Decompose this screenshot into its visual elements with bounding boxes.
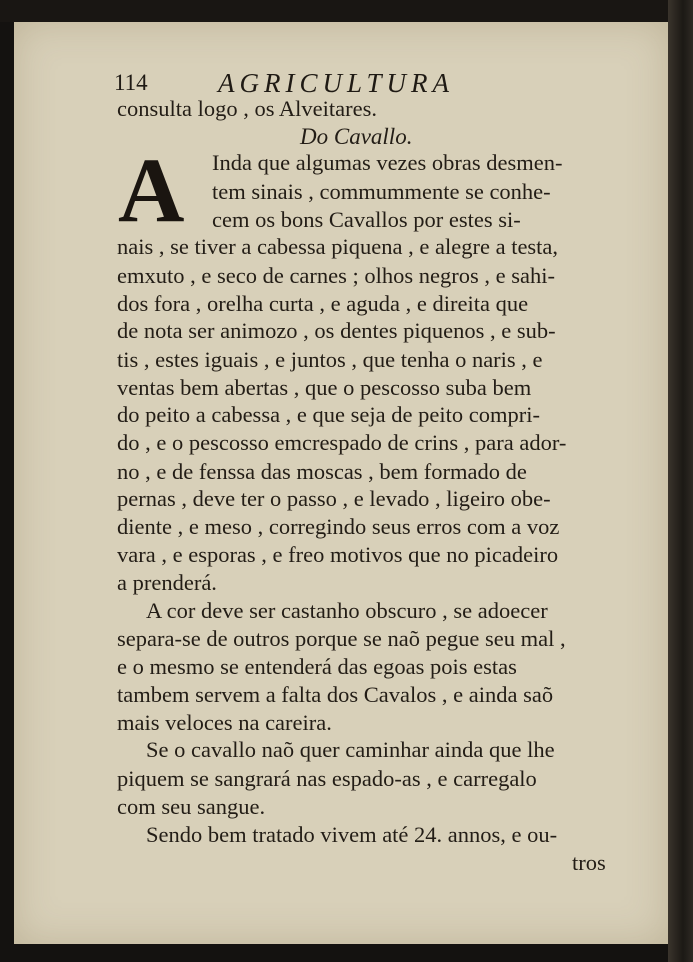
text-line: diente , e meso , corregindo seus erros com a voz [117,514,560,539]
text-line: vara , e esporas , e freo motivos que no picadeiro [117,542,559,567]
running-title: AGRICULTURA [218,68,454,98]
text-line: mais veloces na careira. [117,710,332,735]
text-line: A cor deve ser castanho obscuro , se adoecer [146,598,548,623]
book-spine-edge [668,0,693,962]
text-line: com seu sangue. [117,794,266,819]
text-line: piquem se sangrará nas espado-as , e carregalo [117,766,537,791]
section-title: Do Cavallo. [300,124,413,149]
text-line: nais , se tiver a cabessa piquena , e alegre a testa, [117,234,559,259]
text-line: Sendo bem tratado vivem até 24. annos, e ou- [146,822,558,847]
text-line: dos fora , orelha curta , e aguda , e direita que [117,291,529,316]
text-line: do , e o pescosso emcrespado de crins , para ador- [117,430,567,455]
text-line: e o mesmo se entenderá das egoas pois estas [117,654,517,679]
text-line: separa-se de outros porque se naõ pegue seu mal , [117,626,566,651]
text-line: de nota ser animozo , os dentes piquenos , e sub- [117,318,556,343]
text-line: do peito a cabessa , e que seja de peito compri- [117,402,540,427]
drop-cap: A [118,139,185,241]
text-line: a prenderá. [117,570,217,595]
page-number: 114 [114,70,148,95]
scan-top-edge [0,0,693,22]
text-line: consulta logo , os Alveitares. [117,96,377,121]
text-line: tis , estes iguais , e juntos , que tenha o naris , e [117,347,543,372]
text-line: Se o cavallo naõ quer caminhar ainda que lhe [146,737,555,762]
text-line: ventas bem abertas , que o pescosso suba bem [117,375,532,400]
text-line: pernas , deve ter o passo , e levado , ligeiro obe- [117,486,551,511]
text-line: Inda que algumas vezes obras desmen- [212,150,563,175]
catchword: tros [572,850,606,875]
text-line: cem os bons Cavallos por estes si- [212,207,521,232]
text-line: tambem servem a falta dos Cavalos , e ainda saõ [117,682,554,707]
text-line: no , e de fenssa das moscas , bem formado de [117,459,527,484]
text-line: emxuto , e seco de carnes ; olhos negros , e sahi- [117,263,555,288]
text-line: tem sinais , commummente se conhe- [212,179,551,204]
